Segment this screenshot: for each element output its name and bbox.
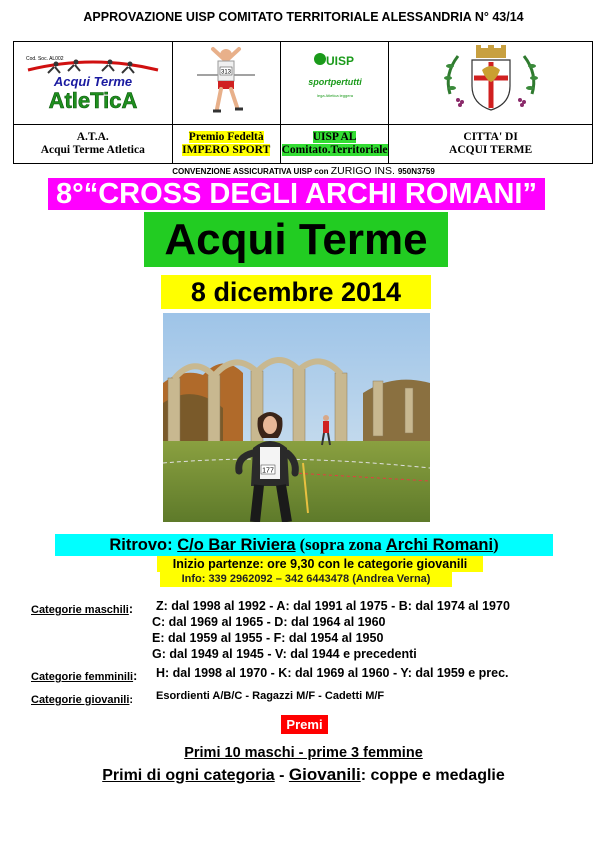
event-city: Acqui Terme [144,212,448,267]
meeting-place: C/o Bar Riviera [177,536,296,554]
ata-name1: A.T.A. [76,131,109,143]
uisp-name1: UISP AL [312,131,357,143]
runner-icon [191,45,261,117]
prizes-line-2a: Primi di ogni categoria [102,767,275,784]
uisp-tagline: sportpertutti [307,76,362,87]
runner-bib: 313 [221,69,232,75]
ata-line1: Acqui Terme [53,73,132,89]
insurance-text: CONVENZIONE ASSICURATIVA UISP con [172,167,331,176]
meeting-open: (sopra zona [295,535,386,554]
male-category-line: C: dal 1969 al 1965 - D: dal 1964 al 1960 [152,615,386,629]
event-title: 8°“CROSS DEGLI ARCHI ROMANI” [48,178,545,210]
ata-line2: AtleTicA [48,87,138,113]
uisp-sub: lega Atletica leggera [316,92,353,98]
meeting-close: ) [493,535,499,554]
insurance-code: 950N3759 [397,167,435,176]
contact-info: Info: 339 2962092 – 342 6443478 (Andrea Verna) [160,572,452,587]
male-categories-heading: Categorie maschili: [31,602,133,616]
fedelta-name2: IMPERO SPORT [182,144,271,156]
uisp-brand: UISP [325,53,354,68]
prizes-line-1 [0,745,607,761]
approval-header: APPROVAZIONE UISP COMITATO TERRITORIALE ALESSANDRIA N° 43/14 [83,10,524,24]
prizes-line-2d: : coppe e medaglie [360,767,505,784]
male-category-line: Z: dal 1998 al 1992 - A: dal 1991 al 1975 - B: dal 1974 al 1970 [156,599,510,613]
uisp-name2: Comitato.Territoriale [281,144,388,156]
youth-category-line: Esordienti A/B/C - Ragazzi M/F - Cadetti M/F [156,690,385,702]
ata-name2: Acqui Terme Atletica [40,144,145,156]
female-category-line: H: dal 1998 al 1970 - K: dal 1969 al 1960 - Y: dal 1959 e prec. [156,666,509,680]
insurance-line [0,165,607,177]
youth-categories-label: Categorie giovanili [31,694,130,706]
fedelta-name1: Premio Fedeltà [188,131,264,143]
male-category-line: E: dal 1959 al 1955 - F: dal 1954 al 1950 [152,631,384,645]
ata-logo [18,46,168,116]
ata-name-cell [14,125,173,164]
photo-bib: 177 [262,467,274,475]
coat-of-arms-icon [436,44,546,118]
female-categories-heading: Categorie femminili: [31,669,138,683]
start-time: Inizio partenze: ore 9,30 con le categorie giovanili [157,556,483,572]
meeting-label: Ritrovo: [109,536,178,554]
city-name2: ACQUI TERME [449,144,533,156]
race-photo [163,313,430,522]
youth-categories-heading: Categorie giovanili: [31,694,134,706]
fedelta-logo-cell [172,42,280,125]
female-categories-label: Categorie femminili [31,671,134,683]
prizes-line-2c: Giovanili [288,765,361,784]
insurance-company: ZURIGO INS. [330,165,398,177]
ata-logo-cell [14,42,173,125]
meeting-area: Archi Romani [385,536,494,554]
uisp-logo-cell [280,42,388,125]
logo-table [13,41,593,164]
event-date: 8 dicembre 2014 [161,275,431,309]
prizes-line-1-text: Primi 10 maschi - prime 3 femmine [184,745,423,761]
prizes-line-2b: - [274,767,289,784]
prizes-line-2 [0,765,607,785]
prizes-badge: Premi [281,715,328,734]
uisp-name-cell [280,125,388,164]
male-category-line: G: dal 1949 al 1945 - V: dal 1944 e precedenti [152,647,417,661]
fedelta-name-cell [172,125,280,164]
ata-code: Cod. Soc. AL002 [25,55,64,62]
city-name-cell [389,125,593,164]
city-logo-cell [389,42,593,125]
male-categories-label: Categorie maschili [31,604,129,616]
uisp-logo [300,45,370,117]
meeting-point [55,534,553,556]
city-name1: CITTA' DI [463,131,518,143]
